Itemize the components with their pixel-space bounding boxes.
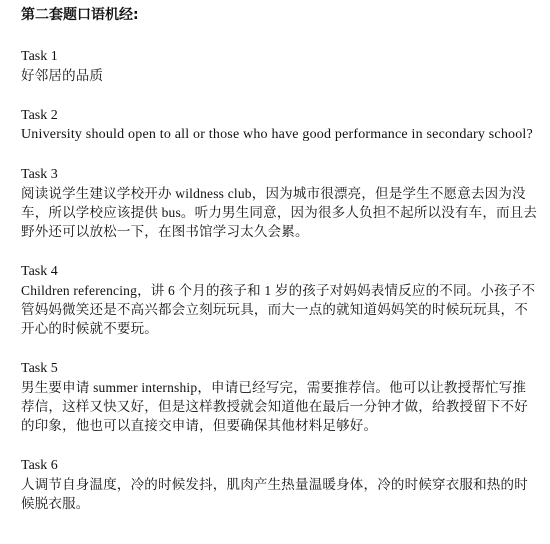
task-label: Task 2 bbox=[21, 108, 58, 123]
task-content: 人调节自身温度，冷的时候发抖，肌肉产生热量温暖身体，冷的时候穿衣服和热的时候脱衣服。 bbox=[21, 477, 528, 511]
task-3 bbox=[21, 166, 538, 241]
document-title: 第二套题口语机经: bbox=[21, 7, 139, 23]
task-content: University should open to all or those who have good performance in secondary school? bbox=[21, 127, 533, 142]
task-content: 好邻居的品质 bbox=[21, 68, 104, 83]
task-label: Task 5 bbox=[21, 361, 58, 376]
task-content: Children referencing，讲 6 个月的孩子和 1 岁的孩子对妈妈表情反应的不同。小孩子不管妈妈微笑还是不高兴都会立刻玩玩具，而大一点的就知道妈妈笑的时候玩玩具，不开心的时候就不要玩。 bbox=[21, 283, 536, 336]
task-content: 男生要申请 summer internship，申请已经写完，需要推荐信。他可以让教授帮忙写推荐信，这样又快又好，但是这样教授就会知道他在最后一分钟才做，给教授留下不好的印象，他也可以直接交申请，但要确保其他材料足够好。 bbox=[21, 380, 528, 433]
task-label: Task 4 bbox=[21, 264, 58, 279]
task-6 bbox=[21, 457, 538, 513]
task-1 bbox=[21, 48, 538, 85]
task-label: Task 6 bbox=[21, 458, 58, 473]
task-2 bbox=[21, 107, 538, 144]
task-label: Task 1 bbox=[21, 49, 58, 64]
task-5 bbox=[21, 360, 538, 435]
task-4 bbox=[21, 263, 538, 338]
task-content: 阅读说学生建议学校开办 wildness club，因为城市很漂亮，但是学生不愿意去因为没车，所以学校应该提供 bus。听力男生同意，因为很多人负担不起所以没有车，而且去野外还可以放松一下，在图书馆学习太久会累。 bbox=[21, 186, 538, 239]
task-label: Task 3 bbox=[21, 167, 58, 182]
